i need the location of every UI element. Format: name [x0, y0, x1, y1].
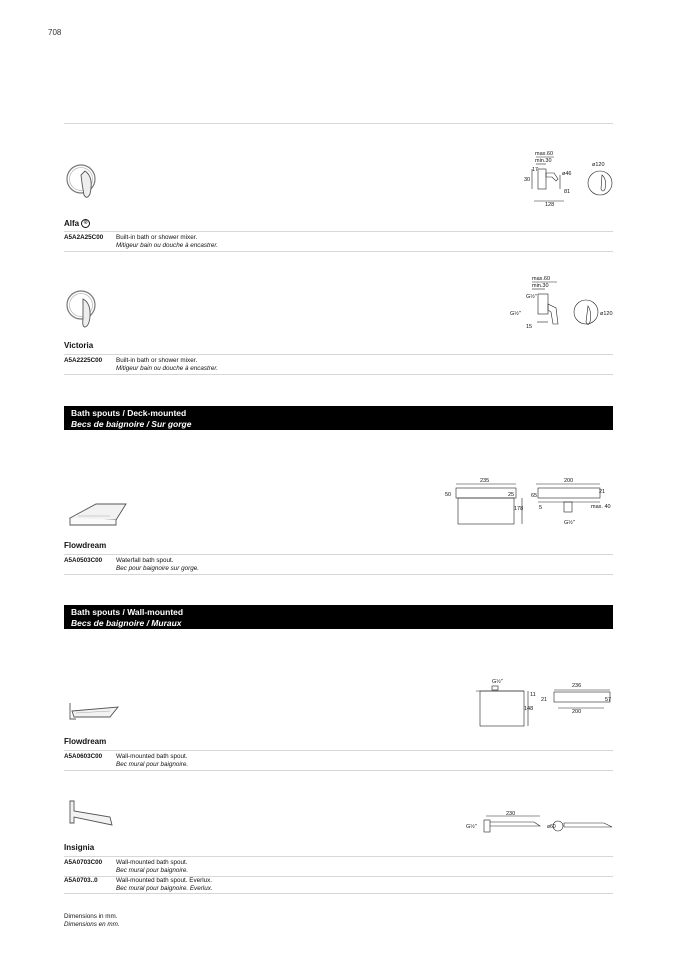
section-title-fr: Becs de baignoire / Sur gorge — [71, 419, 192, 429]
dim-label: G½" — [564, 520, 575, 526]
product-code: A5A0503C00 — [64, 557, 103, 564]
alfa-technical-drawing — [518, 145, 618, 207]
section-title-fr: Becs de baignoire / Muraux — [71, 618, 182, 628]
table-row — [64, 354, 613, 375]
dim-label: ø120 — [600, 311, 613, 317]
product-name: Alfa ® — [64, 219, 90, 228]
table-row — [64, 554, 613, 575]
insignia-technical-drawing — [462, 808, 618, 838]
table-row — [64, 875, 613, 894]
product-code: A5A2225C00 — [64, 357, 103, 364]
section-title-en: Bath spouts / Wall-mounted — [71, 607, 184, 617]
dim-label: 236 — [572, 683, 582, 689]
registered-icon: ® — [81, 219, 90, 228]
dim-label: 200 — [572, 709, 582, 715]
product-description: Built-in bath or shower mixer. Mitigeur bain ou douche à encastrer. — [116, 357, 218, 372]
product-name: Insignia — [64, 843, 95, 852]
dim-label: min.30 — [535, 158, 552, 164]
table-row — [64, 231, 613, 252]
alfa-product-image — [64, 155, 104, 201]
dim-label: 25 — [508, 492, 515, 498]
dim-label: 15 — [526, 324, 533, 330]
product-description: Wall-mounted bath spout. Bec mural pour baignoire. — [116, 753, 189, 768]
dim-label: 235 — [480, 478, 490, 484]
product-description: Waterfall bath spout. Bec pour baignoire sur gorge. — [116, 557, 199, 572]
dim-label: 21 — [599, 489, 606, 495]
product-description: Wall-mounted bath spout. Bec mural pour baignoire. — [116, 859, 189, 874]
product-code: A5A0703..0 — [64, 877, 98, 884]
dim-label: 21 — [541, 697, 548, 703]
product-description: Built-in bath or shower mixer. Mitigeur bain ou douche à encastrer. — [116, 234, 218, 249]
dim-label: 65 — [531, 493, 538, 499]
product-code: A5A0703C00 — [64, 859, 103, 866]
product-description: Wall-mounted bath spout. Everlux. Bec mural pour baignoire. Everlux. — [116, 877, 213, 892]
product-code: A5A0603C00 — [64, 753, 103, 760]
dim-label: G½" — [466, 824, 477, 830]
page-number: 708 — [48, 28, 62, 37]
dim-label: min.30 — [532, 283, 549, 289]
dim-label: 57 — [605, 697, 612, 703]
table-row — [64, 856, 613, 877]
footer-fr: Dimensions en mm. — [64, 920, 120, 928]
dim-label: 5 — [539, 505, 543, 511]
divider — [64, 123, 613, 124]
dim-label: max. 40 — [591, 504, 611, 510]
dim-label: 178 — [514, 506, 524, 512]
dim-label: 11 — [530, 692, 536, 698]
product-name: Flowdream — [64, 541, 107, 550]
dim-label: 128 — [545, 202, 555, 207]
dim-label: G½" — [510, 311, 521, 317]
footer-note — [64, 913, 120, 928]
dim-label: G½" — [526, 294, 537, 300]
section-title-en: Bath spouts / Deck-mounted — [71, 408, 187, 418]
dim-label: 200 — [564, 478, 574, 484]
footer-en: Dimensions in mm. — [64, 913, 118, 920]
section-banner — [64, 406, 613, 430]
dim-label: 230 — [506, 811, 516, 817]
product-code: A5A2A25C00 — [64, 234, 104, 241]
table-row — [64, 750, 613, 771]
dim-label: ø60 — [547, 824, 556, 830]
dim-label: 81 — [564, 189, 571, 195]
product-name: Victoria — [64, 341, 94, 350]
dim-label: 148 — [524, 706, 534, 712]
flowdream-wall-technical-drawing — [464, 672, 616, 732]
flowdream-wall-product-image — [64, 697, 128, 727]
flowdream-deck-product-image — [64, 496, 128, 532]
dim-label: max.60 — [535, 151, 554, 157]
victoria-technical-drawing — [505, 270, 617, 332]
product-name: Flowdream — [64, 737, 107, 746]
dim-label: max.60 — [532, 276, 551, 282]
dim-label: ø120 — [592, 162, 605, 168]
insignia-product-image — [64, 797, 120, 833]
dim-label: 17 — [532, 167, 539, 173]
section-banner — [64, 605, 613, 629]
dim-label: ø46 — [562, 171, 572, 177]
dim-label: 30 — [524, 177, 531, 183]
victoria-product-image — [64, 285, 104, 331]
dim-label: 50 — [445, 492, 452, 498]
dim-label: G½" — [492, 679, 503, 685]
flowdream-deck-technical-drawing — [440, 472, 616, 530]
